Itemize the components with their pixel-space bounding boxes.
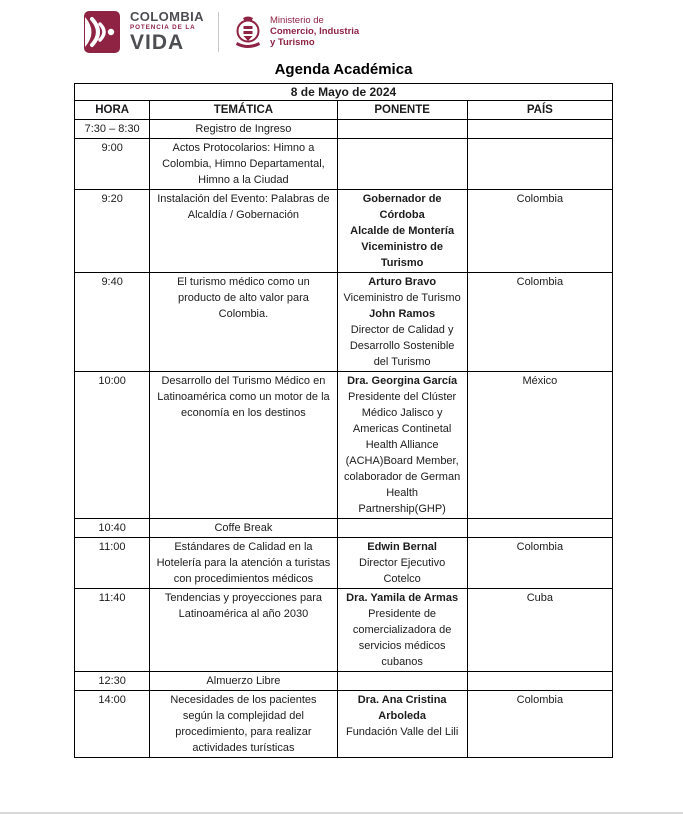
tematica-cell: Desarrollo del Turismo Médico en Latinoamérica como un motor de la economía en los destinos bbox=[150, 372, 337, 519]
page-edge-line bbox=[0, 812, 683, 814]
brand-colombia-label: COLOMBIA bbox=[130, 9, 204, 24]
date-header-cell: 8 de Mayo de 2024 bbox=[75, 84, 613, 101]
pais-cell: Colombia bbox=[467, 538, 612, 589]
ponente-cell bbox=[337, 691, 467, 758]
brand-tagline-label: POTENCIA DE LA bbox=[130, 24, 196, 31]
document-header bbox=[84, 10, 359, 53]
hora-cell: 7:30 – 8:30 bbox=[75, 120, 150, 139]
hora-cell: 9:20 bbox=[75, 190, 150, 273]
ponente-role: Presidente de comercializadora de servicios médicos cubanos bbox=[352, 608, 452, 668]
pais-cell bbox=[467, 120, 612, 139]
ponente-name: Dra. Ana Cristina Arboleda bbox=[357, 694, 447, 722]
logo-divider bbox=[218, 12, 219, 52]
pais-cell: México bbox=[467, 372, 612, 519]
ponente-name: Gobernador de Córdoba bbox=[362, 193, 442, 221]
pais-cell bbox=[467, 672, 612, 691]
pais-cell: Colombia bbox=[467, 190, 612, 273]
tematica-cell: Instalación del Evento: Palabras de Alcaldía / Gobernación bbox=[150, 190, 337, 273]
agenda-body bbox=[75, 84, 613, 758]
ponente-role: Presidente del Clúster Médico Jalisco y Americas Continetal Health Alliance (ACHA)Board Member, colaborador de German Health Partnership(GHP) bbox=[344, 391, 461, 515]
column-header-row bbox=[75, 101, 613, 120]
agenda-row bbox=[75, 273, 613, 372]
agenda-row bbox=[75, 120, 613, 139]
ponente-cell bbox=[337, 372, 467, 519]
ponente-cell bbox=[337, 273, 467, 372]
pais-cell: Colombia bbox=[467, 691, 612, 758]
tematica-cell: Necesidades de los pacientes según la complejidad del procedimiento, para realizar actividades turísticas bbox=[150, 691, 337, 758]
ponente-role: Director de Calidad y Desarrollo Sostenible del Turismo bbox=[349, 324, 455, 368]
ponente-role: Director Ejecutivo Cotelco bbox=[359, 557, 446, 585]
ministry-logo bbox=[233, 15, 359, 49]
agenda-table bbox=[74, 83, 613, 758]
pais-cell: Colombia bbox=[467, 273, 612, 372]
agenda-row bbox=[75, 672, 613, 691]
pais-cell bbox=[467, 139, 612, 190]
tematica-cell: Coffe Break bbox=[150, 519, 337, 538]
hora-cell: 10:40 bbox=[75, 519, 150, 538]
date-header-row bbox=[75, 84, 613, 101]
hora-cell: 14:00 bbox=[75, 691, 150, 758]
agenda-row bbox=[75, 691, 613, 758]
agenda-row bbox=[75, 538, 613, 589]
ponente-role: Viceministro de Turismo bbox=[343, 292, 461, 304]
hora-cell: 9:00 bbox=[75, 139, 150, 190]
ponente-cell bbox=[337, 139, 467, 190]
page-title: Agenda Académica bbox=[274, 61, 413, 78]
agenda-row bbox=[75, 190, 613, 273]
column-header-hora: HORA bbox=[75, 101, 150, 120]
brand-vida-label: VIDA bbox=[130, 31, 185, 55]
ponente-name: Arturo Bravo bbox=[368, 276, 437, 288]
ponente-name: John Ramos bbox=[369, 308, 436, 320]
ponente-name: Viceministro de Turismo bbox=[361, 241, 443, 269]
colombia-brand-text bbox=[130, 10, 204, 53]
agenda-row bbox=[75, 519, 613, 538]
ponente-cell bbox=[337, 538, 467, 589]
ponente-cell bbox=[337, 672, 467, 691]
ministry-line2: Comercio, Industria bbox=[269, 26, 360, 38]
ministry-line3: y Turismo bbox=[269, 37, 315, 49]
column-header-tematica: TEMÁTICA bbox=[150, 101, 337, 120]
ponente-cell bbox=[337, 120, 467, 139]
pais-cell bbox=[467, 519, 612, 538]
ponente-name: Alcalde de Montería bbox=[350, 225, 455, 237]
agenda-row bbox=[75, 139, 613, 190]
tematica-cell: Actos Protocolarios: Himno a Colombia, Himno Departamental, Himno a la Ciudad bbox=[150, 139, 337, 190]
ponente-name: Dra. Yamila de Armas bbox=[346, 592, 459, 604]
ministry-line1: Ministerio de bbox=[269, 14, 324, 26]
ponente-name: Dra. Georgina García bbox=[347, 375, 458, 387]
ponente-cell bbox=[337, 519, 467, 538]
ponente-cell bbox=[337, 589, 467, 672]
ministry-emblem-icon bbox=[233, 15, 263, 49]
tematica-cell: Estándares de Calidad en la Hotelería para la atención a turistas con procedimientos médicos bbox=[150, 538, 337, 589]
tematica-cell: El turismo médico como un producto de alto valor para Colombia. bbox=[150, 273, 337, 372]
column-header-ponente: PONENTE bbox=[337, 101, 467, 120]
ponente-cell bbox=[337, 190, 467, 273]
agenda-row bbox=[75, 589, 613, 672]
hora-cell: 9:40 bbox=[75, 273, 150, 372]
tematica-cell: Tendencias y proyecciones para Latinoamérica al año 2030 bbox=[150, 589, 337, 672]
hora-cell: 12:30 bbox=[75, 672, 150, 691]
ponente-role: Fundación Valle del Lili bbox=[345, 726, 459, 738]
pais-cell: Cuba bbox=[467, 589, 612, 672]
tematica-cell: Registro de Ingreso bbox=[150, 120, 337, 139]
agenda-row bbox=[75, 372, 613, 519]
hora-cell: 11:00 bbox=[75, 538, 150, 589]
column-header-pais: PAÍS bbox=[467, 101, 612, 120]
tematica-cell: Almuerzo Libre bbox=[150, 672, 337, 691]
hora-cell: 10:00 bbox=[75, 372, 150, 519]
hora-cell: 11:40 bbox=[75, 589, 150, 672]
ministry-text bbox=[270, 15, 359, 49]
ponente-name: Edwin Bernal bbox=[367, 541, 437, 553]
colombia-brand-icon bbox=[84, 11, 120, 53]
